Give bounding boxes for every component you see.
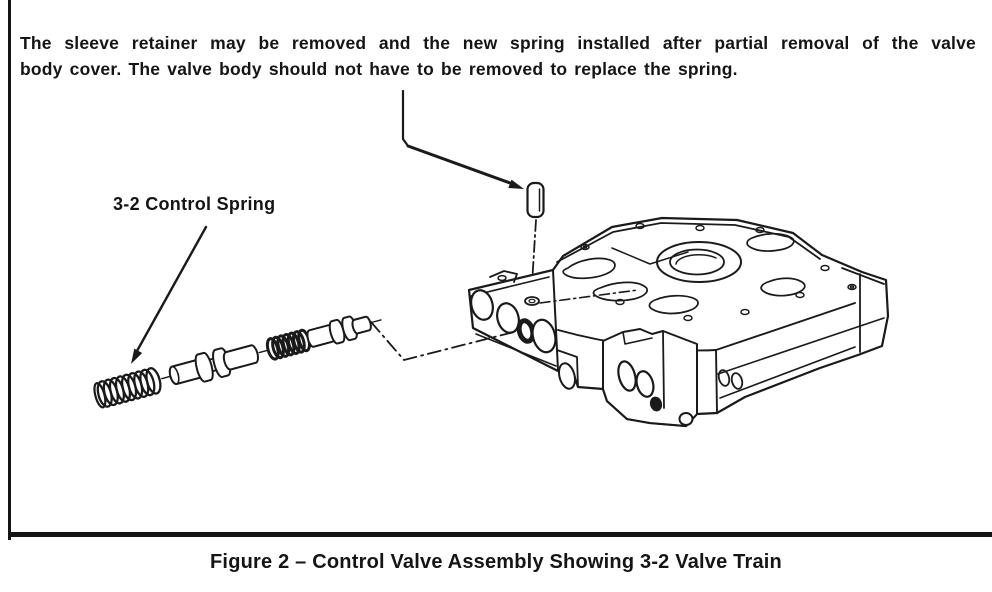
3-2-control-valve-spool xyxy=(167,340,261,390)
paragraph-line: body cover. The valve body should not have to be removed to replace the spring. xyxy=(20,59,738,79)
3-2-control-spring xyxy=(92,367,163,409)
3-2-shift-valve-spool xyxy=(305,312,373,351)
label-arrow-icon xyxy=(131,227,206,364)
spring-callout-label: 3-2 Control Spring xyxy=(113,194,276,214)
leader-arrow-icon xyxy=(403,91,524,189)
paragraph-line: The sleeve retainer may be removed and the new spring installed after partial removal of the valve xyxy=(20,33,976,53)
3-2-intermediate-spring xyxy=(265,329,311,360)
control-valve-body xyxy=(468,218,888,426)
figure-caption: Figure 2 – Control Valve Assembly Showing 3-2 Valve Train xyxy=(210,551,782,573)
figure-divider-rule xyxy=(8,532,992,537)
